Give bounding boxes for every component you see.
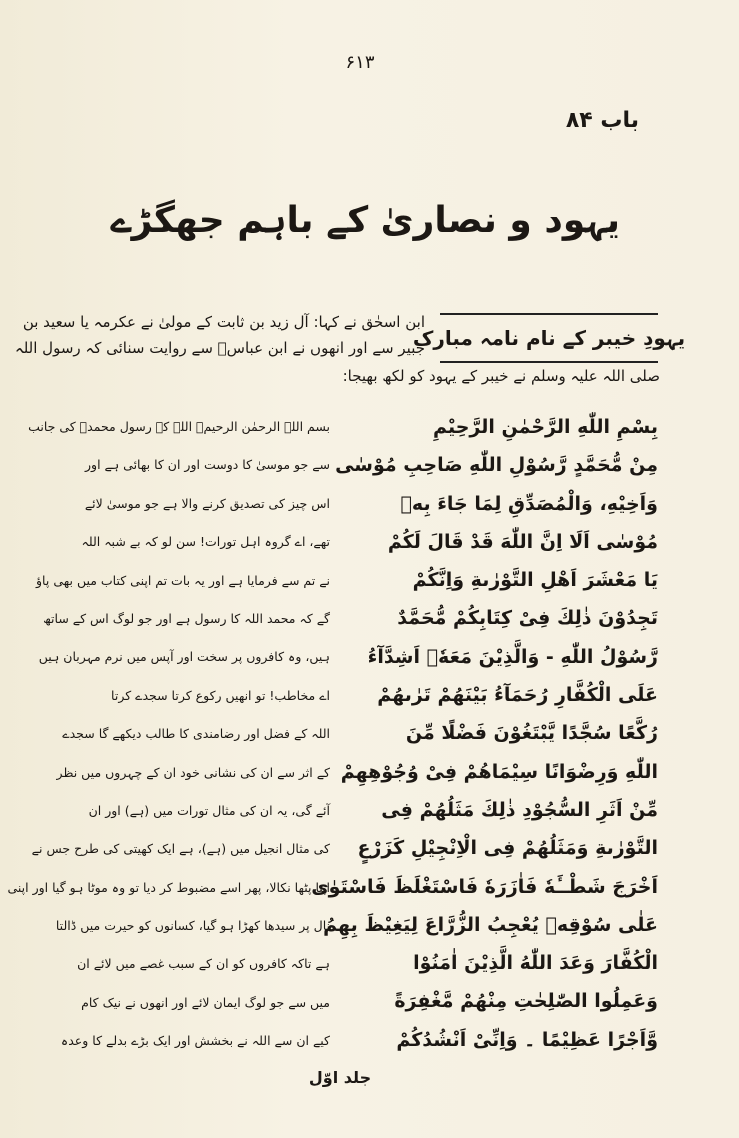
page-title: یہود و نصاریٰ کے باہم جھگڑے — [110, 200, 620, 241]
arabic-line: رَّسُوْلُ اللّٰهِ - وَالَّذِيْنَ مَعَهٗۤ اَشِدَّآءُ — [367, 645, 658, 668]
translation-line: سے جو موسیٰ کا دوست اور ان کا بھائی ہے اور — [85, 457, 330, 473]
page-number: ۶۱۳ — [345, 52, 375, 73]
arabic-line: الْكُفَّارَ وَعَدَ اللّٰهُ الَّذِيْنَ اٰمَنُوْا — [413, 952, 658, 975]
intro-line-1: ابن اسحٰق نے کہا: آل زید بن ثابت کے مولیٰ نے عکرمہ یا سعید بن — [22, 313, 425, 331]
intro-line-2: جبیر سے اور انھوں نے ابن عباسؓ سے روایت سنائی کہ رسول اللہ — [14, 339, 425, 357]
translation-line: نے تم سے فرمایا ہے اور یہ بات تم اپنی کتاب میں بھی پاؤ — [36, 572, 330, 588]
arabic-line: عَلَى الْكُفَّارِ رُحَمَآءُ بَيْنَهُمْ تَرٰىهُمْ — [377, 684, 658, 707]
volume-footer: جلد اوّل — [308, 1068, 372, 1087]
translation-line: گے کہ محمد اللہ کا رسول ہے اور جو لوگ اس کے ساتھ — [43, 610, 330, 626]
translation-line: تھے، اے گروہ اہل تورات! سن لو کہ بے شبہ اللہ — [81, 534, 330, 550]
arabic-line: عَلٰى سُوْقِهٖ يُعْجِبُ الزُّرَّاعَ لِيَغِيْظَ بِهِمُ — [323, 913, 658, 936]
translation-column — [7, 408, 330, 1061]
arabic-line: مِنْ مُّحَمَّدٍ رَّسُوْلِ اللّٰهِ صَاحِبِ مُوْسٰى — [335, 454, 658, 477]
subheading-text: یہودِ خیبر کے نام نامہ مبارک — [412, 326, 686, 350]
translation-line: کے اثر سے ان کی نشانی خود ان کے چہروں میں نظر — [56, 764, 330, 780]
section-subheading — [412, 313, 686, 363]
translation-line: ہیں، وہ کافروں پر سخت اور آپس میں نرم مہربان ہیں — [38, 649, 330, 665]
arabic-text-column — [311, 408, 658, 1059]
translation-line: بسم اللہ الرحمٰن الرحیم۔ اللہ کے رسول محمدؐ کی جانب — [28, 419, 330, 434]
arabic-line: تَجِدُوْنَ ذٰلِكَ فِىْ كِتَابِكُمْ مُّحَمَّدٌ — [397, 607, 658, 630]
arabic-line: التَّوْرٰىةِ وَمَثَلُهُمْ فِى الْاِنْجِيْلِ كَزَرْعٍ — [357, 837, 658, 860]
arabic-line: وَعَمِلُوا الصّٰلِحٰتِ مِنْهُمْ مَّغْفِرَةً — [394, 990, 658, 1013]
translation-line: آئے گی، یہ ان کی مثال تورات میں (ہے) اور ان — [88, 802, 330, 818]
intro-line-3: صلی اللہ علیہ وسلم نے خیبر کے یہود کو لکھ بھیجا: — [342, 367, 660, 385]
translation-line: ہے تاکہ کافروں کو ان کے سبب غصے میں لائے ان — [77, 956, 330, 972]
chapter-number: باب ۸۴ — [565, 108, 639, 133]
arabic-line: وَّاَجْرًا عَظِيْمًا ۔ وَاِنِّىْ اَنْشُدُكُمْ — [396, 1028, 658, 1051]
arabic-line: رُكَّعًا سُجَّدًا يَّبْتَغُوْنَ فَضْلًا مِّنَ — [405, 722, 658, 745]
translation-line: نال پر سیدھا کھڑا ہو گیا، کسانوں کو حیرت میں ڈالتا — [55, 918, 330, 934]
arabic-line: بِسْمِ اللّٰهِ الرَّحْمٰنِ الرَّحِيْمِ — [433, 416, 658, 438]
translation-line: میں سے جو لوگ ایمان لائے اور انھوں نے نیک کام — [81, 994, 330, 1010]
arabic-line: مِّنْ اَثَرِ السُّجُوْدِ ذٰلِكَ مَثَلُهُمْ فِى — [381, 798, 658, 821]
arabic-line: اللّٰهِ وَرِضْوَانًا سِيْمَاهُمْ فِىْ وُجُوْهِهِمْ — [340, 760, 658, 783]
translation-line: اپنا پٹھا نکالا، پھر اسے مضبوط کر دیا تو وہ موٹا ہو گیا اور اپنی — [7, 879, 330, 895]
translation-line: اس چیز کی تصدیق کرنے والا ہے جو موسیٰ لائے — [84, 495, 330, 511]
translation-line: کی مثال انجیل میں (ہے)، ہے ایک کھیتی کی طرح جس نے — [31, 841, 330, 857]
arabic-line: اَخْرَجَ شَطْــَٔهٗ فَاٰزَرَهٗ فَاسْتَغْلَظَ فَاسْتَوٰى — [311, 875, 658, 898]
arabic-line: يَا مَعْشَرَ اَهْلِ التَّوْرٰىةِ وَاِنَّكُمْ — [412, 569, 658, 592]
translation-line: اے مخاطب! تو انھیں رکوع کرتا سجدے کرتا — [111, 687, 330, 703]
translation-line: اللہ کے فضل اور رضامندی کا طالب دیکھے گا سجدے — [62, 726, 330, 742]
arabic-line: مُوْسٰى اَلَا اِنَّ اللّٰهَ قَدْ قَالَ لَكُمْ — [387, 530, 658, 553]
arabic-line: وَاَخِيْهِ، وَالْمُصَدِّقِ لِمَا جَاءَ بِهٖ — [400, 492, 658, 515]
translation-line: کیے ان سے اللہ نے بخشش اور ایک بڑے بدلے کا وعدہ — [60, 1033, 330, 1049]
